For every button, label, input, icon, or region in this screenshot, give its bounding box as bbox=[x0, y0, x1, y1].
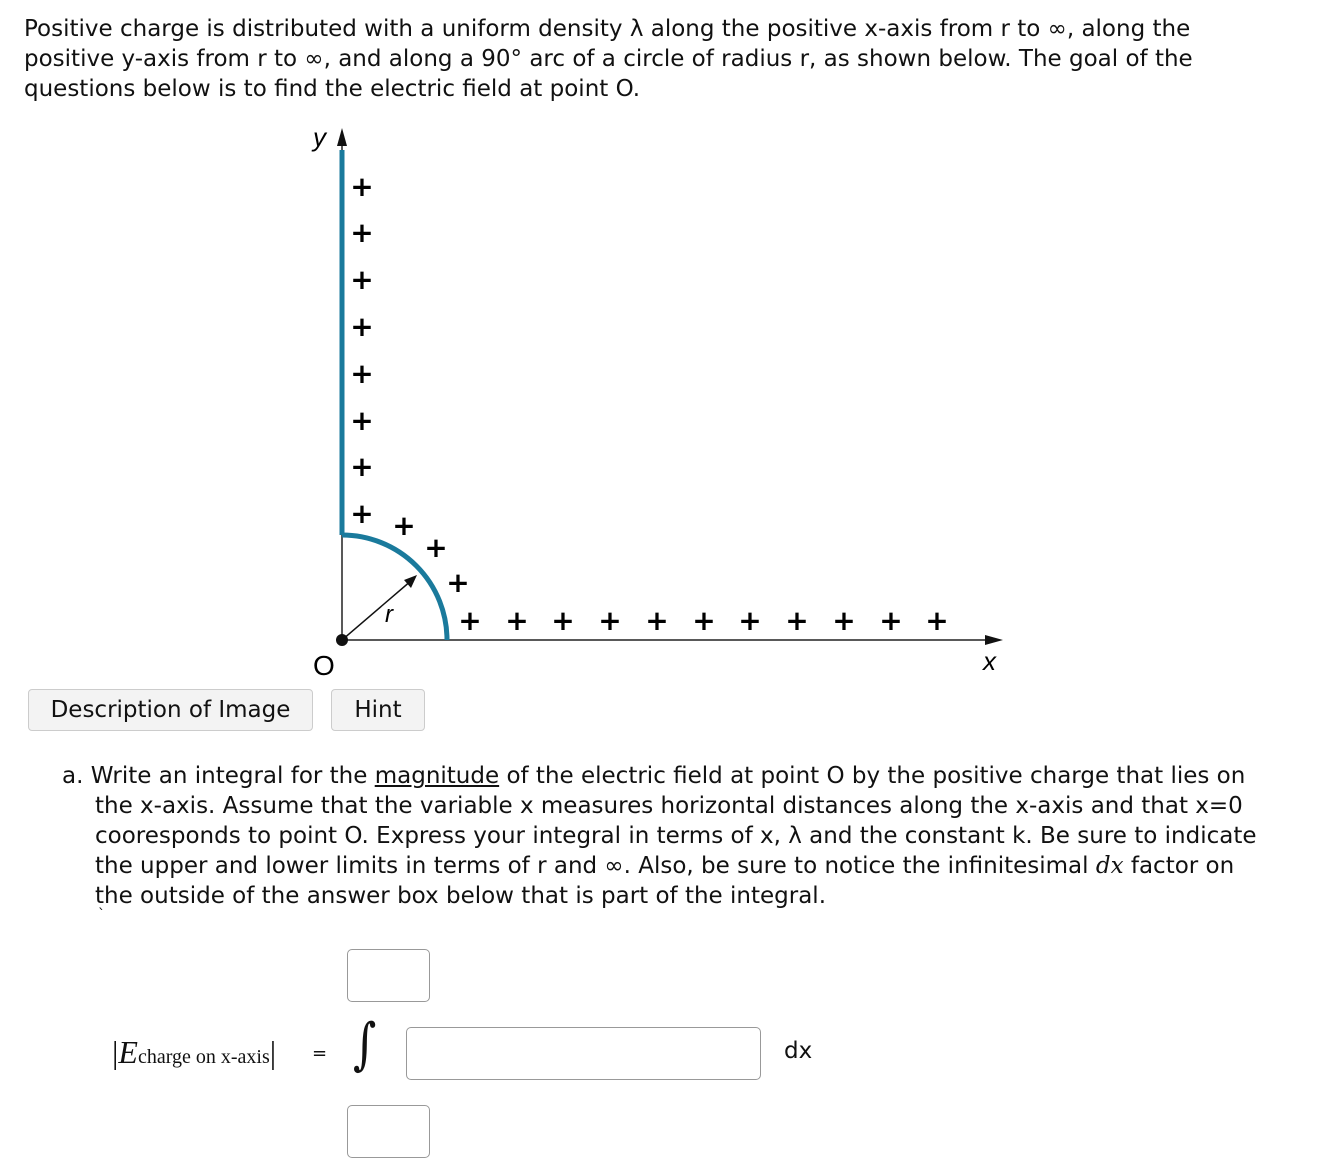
plus-charge-marker: + bbox=[879, 604, 903, 637]
part-a-text: of the electric field at point O by the positive charge that lies on bbox=[499, 763, 1246, 789]
plus-charge-marker: + bbox=[350, 216, 374, 249]
stray-mark: ` bbox=[98, 907, 105, 923]
intro-line: positive y-axis from r to ∞, and along a 90° arc of a circle of radius r, as shown below. The goal of the bbox=[24, 46, 1193, 72]
intro-line: questions below is to find the electric field at point O. bbox=[24, 76, 641, 102]
plus-charge-marker: + bbox=[350, 310, 374, 343]
plus-charge-marker: + bbox=[925, 604, 949, 637]
part-a-text: a. Write an integral for the bbox=[62, 763, 375, 789]
charge-distribution-diagram bbox=[300, 120, 1020, 680]
problem-statement bbox=[24, 14, 1193, 104]
charge-markers bbox=[350, 170, 948, 637]
question-part-a bbox=[62, 761, 1257, 911]
y-axis-label: y bbox=[313, 122, 326, 152]
x-axis-arrow bbox=[985, 635, 1003, 645]
integrand-input[interactable] bbox=[406, 1027, 761, 1080]
plus-charge-marker: + bbox=[350, 404, 374, 437]
field-magnitude-label: |Echarge on x-axis| bbox=[112, 1034, 277, 1070]
field-symbol: E bbox=[118, 1034, 138, 1070]
plus-charge-marker: + bbox=[392, 509, 416, 542]
part-a-text: the x-axis. Assume that the variable x measures horizontal distances along the x-axis and that x=0 bbox=[95, 793, 1243, 819]
description-of-image-button[interactable]: Description of Image bbox=[28, 689, 313, 731]
lower-limit-input[interactable] bbox=[347, 1105, 430, 1158]
plus-charge-marker: + bbox=[738, 604, 762, 637]
plus-charge-marker: + bbox=[350, 170, 374, 203]
part-a-text: the outside of the answer box below that is part of the integral. bbox=[95, 883, 827, 909]
plus-charge-marker: + bbox=[505, 604, 529, 637]
differential-dx: dx bbox=[784, 1038, 813, 1064]
part-a-text: the upper and lower limits in terms of r and ∞. Also, be sure to notice the infinitesimal bbox=[95, 853, 1096, 879]
origin-point bbox=[336, 634, 348, 646]
plus-charge-marker: + bbox=[598, 604, 622, 637]
plus-charge-marker: + bbox=[551, 604, 575, 637]
plus-charge-marker: + bbox=[785, 604, 809, 637]
plus-charge-marker: + bbox=[692, 604, 716, 637]
plus-charge-marker: + bbox=[832, 604, 856, 637]
plus-charge-marker: + bbox=[424, 531, 448, 564]
plus-charge-marker: + bbox=[350, 263, 374, 296]
plus-charge-marker: + bbox=[350, 497, 374, 530]
plus-charge-marker: + bbox=[645, 604, 669, 637]
x-axis-label: x bbox=[983, 646, 996, 676]
y-axis-arrow bbox=[337, 128, 347, 146]
equals-sign: = bbox=[312, 1043, 328, 1064]
field-subscript: charge on x-axis bbox=[137, 1046, 270, 1068]
integral-sign: ∫ bbox=[352, 1012, 377, 1077]
plus-charge-marker: + bbox=[458, 604, 482, 637]
plus-charge-marker: + bbox=[350, 357, 374, 390]
plus-charge-marker: + bbox=[350, 450, 374, 483]
radius-label: r bbox=[385, 601, 393, 628]
origin-label: O bbox=[313, 650, 335, 680]
part-a-text: factor on bbox=[1123, 853, 1235, 879]
radius-arrow bbox=[342, 580, 412, 640]
hint-button[interactable]: Hint bbox=[331, 689, 425, 731]
upper-limit-input[interactable] bbox=[347, 949, 430, 1002]
dx-math: dx bbox=[1095, 853, 1124, 879]
part-a-text: cooresponds to point O. Express your integral in terms of x, λ and the constant k. Be sure to indicate bbox=[95, 823, 1257, 849]
intro-line: Positive charge is distributed with a uniform density λ along the positive x-axis from r to ∞, along the bbox=[24, 16, 1191, 42]
magnitude-link[interactable]: magnitude bbox=[374, 763, 500, 789]
plus-charge-marker: + bbox=[446, 566, 470, 599]
